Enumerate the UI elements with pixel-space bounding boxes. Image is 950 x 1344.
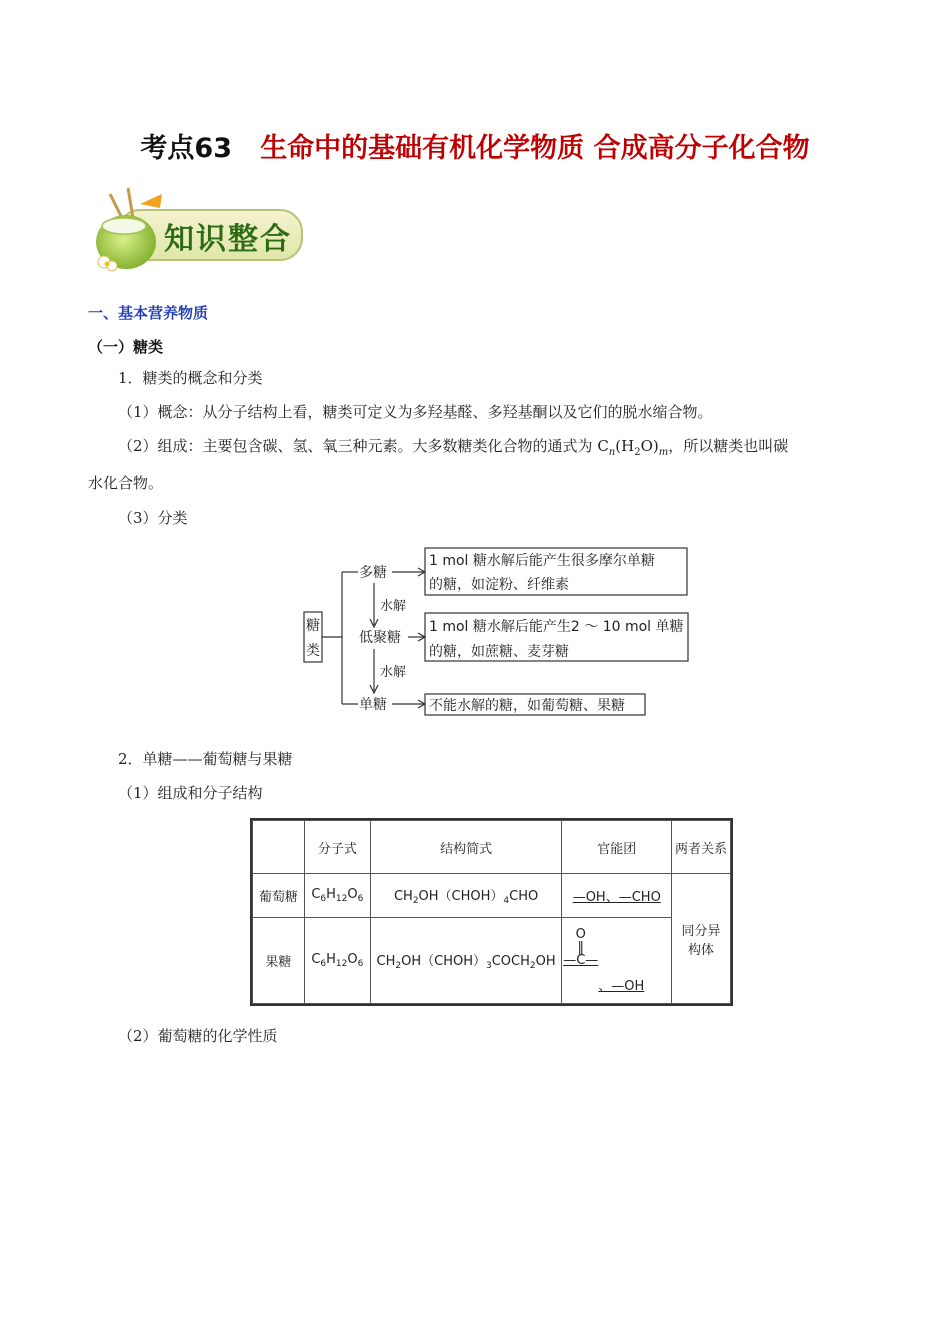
subsection-heading-sugars: （一）糖类 [88, 338, 164, 356]
monosaccharide-label: 单糖 [359, 697, 387, 713]
table-header-structure: 结构简式 [370, 821, 562, 874]
table-header-row [253, 821, 731, 874]
oligosaccharide-label: 低聚糖 [359, 630, 401, 646]
composition-paragraph: （2）组成：主要包含碳、氢、氧三种元素。大多数糖类化合物的通式为 $C_n(H_2O)_m$，所以糖类也叫碳 [118, 437, 789, 458]
composition-paragraph-cont: 水化合物。 [88, 474, 164, 492]
polysaccharide-desc-line1: 1 mol 糖水解后能产生很多摩尔单糖 [429, 553, 655, 569]
knowledge-banner [88, 186, 306, 274]
polysaccharide-desc-line2: 的糖，如淀粉、纤维素 [429, 577, 569, 593]
hydrolysis-label-2: 水解 [380, 665, 407, 680]
table-header-relation: 两者关系 [672, 821, 731, 874]
fructose-formula: $C_6H_{12}O_6$ [304, 918, 370, 1004]
fructose-functional-group: O ‖ —C— 、—OH [562, 918, 672, 1004]
glucose-functional-group: —OH、—CHO [562, 874, 672, 918]
structure-heading: （1）组成和分子结构 [118, 784, 263, 802]
title-main: 生命中的基础有机化学物质 合成高分子化合物 [260, 133, 810, 164]
hydrolysis-label-1: 水解 [380, 599, 407, 614]
monosaccharide-desc: 不能水解的糖，如葡萄糖、果糖 [429, 698, 625, 714]
item-heading-concept: 1．糖类的概念和分类 [118, 369, 263, 387]
table-header-blank [253, 821, 305, 874]
fructose-name: 果糖 [253, 918, 305, 1004]
root-label-top: 糖 [306, 618, 320, 634]
section-heading-nutrients: 一、基本营养物质 [88, 304, 209, 322]
table-row [253, 918, 731, 1004]
oligosaccharide-desc-line2: 的糖，如蔗糖、麦芽糖 [429, 644, 569, 660]
polysaccharide-label: 多糖 [359, 565, 387, 581]
chemical-properties-heading: （2）葡萄糖的化学性质 [118, 1027, 278, 1045]
table-header-group: 官能团 [562, 821, 672, 874]
isomer-relation: 同分异 构体 [672, 874, 731, 1004]
concept-paragraph: （1）概念：从分子结构上看，糖类可定义为多羟基醛、多羟基酮以及它们的脱水缩合物。 [118, 403, 713, 421]
fructose-structure: $CH_2OH(CHOH)_3COCH_2OH$ [370, 918, 562, 1004]
table-header-formula: 分子式 [304, 821, 370, 874]
page-title [0, 131, 950, 167]
table-row [253, 874, 731, 918]
root-label-bottom: 类 [306, 643, 320, 659]
classification-heading: （3）分类 [118, 509, 188, 527]
banner-label: 知识整合 [164, 222, 292, 257]
title-kaodian: 考点63 [140, 133, 232, 164]
glucose-structure: $CH_2OH(CHOH)_4CHO$ [370, 874, 562, 918]
glucose-name: 葡萄糖 [253, 874, 305, 918]
oligosaccharide-desc-line1: 1 mol 糖水解后能产生2 ～ 10 mol 单糖 [429, 619, 684, 635]
item-heading-monosaccharides: 2．单糖——葡萄糖与果糖 [118, 750, 293, 768]
glucose-formula: $C_6H_{12}O_6$ [304, 874, 370, 918]
sugar-classification-diagram [300, 545, 700, 725]
glucose-fructose-table [250, 818, 733, 1006]
